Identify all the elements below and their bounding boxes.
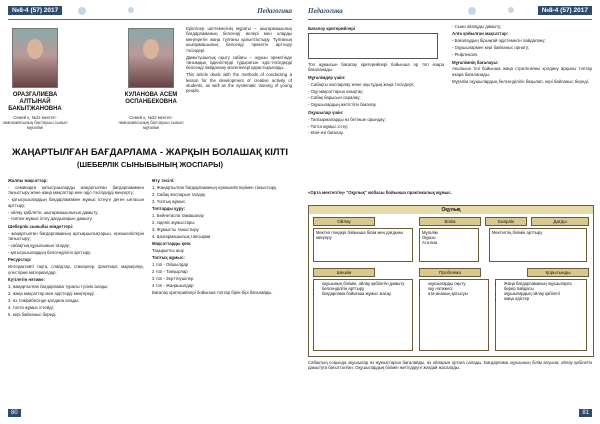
paragraph: 3. Топтық жұмыс. xyxy=(152,198,187,204)
diagram-header: Қорытынды xyxy=(527,268,589,277)
subheading: Мұғалімнің бағалауы: xyxy=(452,59,499,65)
right-page-header xyxy=(308,5,592,20)
closing-paragraph: Сабақтың соңында оқушылар өз жұмыстарын бағалайды, өз ойларын ортаға салады. Бағдарлама оқушының білім алуына, ойлау қабілетін дамытуға бағытталған. Оқушылардың білімін жетілдіруге жағдай жасалады. xyxy=(308,360,592,371)
criteria-box xyxy=(308,33,438,59)
paragraph: Интерактивті тақта, слайдтар, стикерлер, флипчарт, маркерлер, үлестірме материалдар. xyxy=(8,264,144,275)
paragraph: - Сыни ойлауды дамыту; xyxy=(452,24,502,29)
diagram-header: Дағды xyxy=(531,217,589,226)
diagram-list-item: • оқушының білімін, ойлау қабілетін дамыту xyxy=(322,281,410,286)
section-name: Педагогика xyxy=(308,7,343,15)
diagram-header: Шешім xyxy=(313,268,375,277)
paragraph: Ағылшын тілі бойынша жаңа стратегияны қолдану арқылы топтар өзара бағаланады. xyxy=(452,66,592,77)
paragraph: 2. жаңа мақсаттар мен әдістерді меңгереді; xyxy=(8,290,95,296)
author-name: ОРАЗГАЛИЕВА АЛТЫНАЙ БАКЫТЖАНОВНА xyxy=(8,92,62,112)
paragraph: 4. Шығармашылық тапсырма xyxy=(152,233,211,239)
diagram-header: Білім xyxy=(419,217,481,226)
paragraph: - Бағалаудың бірыңғай әдістемесін пайдалану; xyxy=(452,38,546,44)
diagram-list-box xyxy=(419,279,489,351)
paragraph: Бағалау критерийлері бойынша топтар бірін-бірі бағалайды. xyxy=(152,290,273,295)
paragraph: 1. Бейнетаспа тамашалау xyxy=(152,213,204,219)
paragraph: - семинарға қатысушыларды жаңартылған бағдарламамен таныстыру және жаңа мақсаттар мен әдіс-тәсілдерді меңгерту; xyxy=(8,184,144,196)
author-photo xyxy=(128,28,174,88)
diagram-list-item: • оқушыларды оқыту xyxy=(428,281,486,286)
diagram-header: Іскерлік xyxy=(485,217,527,226)
diagram-list-box xyxy=(313,279,413,351)
left-column-2 xyxy=(152,176,292,406)
page-number: 80 xyxy=(8,409,21,417)
subheading: Мақсаттарды қою: xyxy=(152,241,192,247)
diagram-list-item: • белсенділігін арттыру xyxy=(322,286,410,291)
paragraph: - ойлау қабілетін, шығармашылығын дамыту; xyxy=(8,209,99,215)
right-column-2 xyxy=(452,24,592,144)
paragraph: - Оқушылармен кері байланыс орнату; xyxy=(452,45,530,51)
diagram xyxy=(308,205,594,357)
left-column-1 xyxy=(8,176,144,406)
subheading: Алға қойылған мақсаттар: xyxy=(452,31,509,37)
right-column-1 xyxy=(308,24,444,144)
subheading: Топтық жұмыс: xyxy=(152,255,185,261)
issue-badge: №8-4 (57) 2017 xyxy=(538,6,592,15)
paragraph: 4 топ - Жаңашылдар xyxy=(152,283,194,289)
paragraph: - Сабақ барысын саралау; xyxy=(308,95,361,101)
diagram-header: Проблема xyxy=(419,268,481,277)
bubble-icon xyxy=(78,7,86,15)
paragraph: - қатысушылардың белсенділігін арттыру. xyxy=(8,249,92,255)
paragraph: - Оқушылардың жетістігін бағалау. xyxy=(308,102,377,108)
diagram-list-item: • жаңа әдістер xyxy=(504,296,584,301)
right-page xyxy=(300,0,600,424)
subheading: Шеберлік сыныбы міндеттері: xyxy=(8,223,74,229)
paragraph: - сабақтың құрылымын талдау; xyxy=(8,243,71,249)
author-role: Семей қ. №22 мектеп-гимназиясының бастауыш сынып мұғалімі xyxy=(118,115,184,130)
paragraph: - Өзін-өзі бағалау. xyxy=(308,130,344,136)
paragraph: - Оқу мақсаттарын анықтау; xyxy=(308,88,364,94)
abstract-paragraph: Дамытушылық оқыту сабағы – оқушы әрекетінде танымдық ізденістерді тудыратын әдіс-тәсілдерді белсенді пайдалану мәселелері қарастырылады. xyxy=(186,54,292,71)
bubble-icon xyxy=(468,7,476,15)
diagram-header: Ойлау xyxy=(313,217,375,226)
diagram-box: Мұғалім Оқушы Ата-ана xyxy=(419,228,479,262)
box-title: Бағалау критерийлері xyxy=(308,26,356,31)
section-name: Педагогика xyxy=(257,7,292,15)
paragraph: 1. Жаңартылған бағдарламаның ерекшеліктерімен таныстыру. xyxy=(152,184,277,190)
paragraph: - қатысушылардың бағдарламамен жұмыс істеуге деген ынтасын арттыру; xyxy=(8,197,144,208)
page-number: 81 xyxy=(579,409,592,417)
paragraph: - Сабақты жоспарлау және оқытудың жаңа тәсілдері; xyxy=(308,81,414,87)
paragraph: 1 топ - Ойшылдар xyxy=(152,262,189,268)
author-photo xyxy=(12,28,58,88)
paragraph: 2. Сабақ жоспарын талдау. xyxy=(152,191,206,197)
diagram-list-item: • бағдарлама бойынша жұмыс жасау xyxy=(322,291,410,296)
bubble-icon xyxy=(128,7,134,13)
left-page-header xyxy=(8,5,292,20)
subheading: Мұғалімдер үшін: xyxy=(308,74,346,80)
paragraph: Тақырыпты ашу. xyxy=(152,248,185,254)
subheading: Күтілетін нәтиже: xyxy=(8,277,45,283)
paragraph: - Топта жұмыс істеу; xyxy=(308,123,349,129)
diagram-list-item: • ата-ананың қатысуы xyxy=(428,291,486,296)
paragraph: 3. Жұмысты таныстыру xyxy=(152,226,199,232)
article-subtitle: (ШЕБЕРЛІК СЫНЫБЫНЫҢ ЖОСПАРЫ) xyxy=(76,160,224,169)
subheading: Топтарды құру: xyxy=(152,206,186,212)
paragraph: 3 топ - Зерттеушілер xyxy=(152,276,194,282)
paragraph: 3. өз тәжірибесінде қолдана алады; xyxy=(8,297,80,303)
author-name: КУЛАНОВА АСЕМ ОСПАНБЕКОВНА xyxy=(124,92,178,105)
subheading: Оқушылар үшін: xyxy=(308,109,344,115)
subheading: Жалпы мақсаттар: xyxy=(8,178,48,183)
bubble-icon xyxy=(508,7,514,13)
paragraph: Топ жұмысын бағалау критерийлері бойынша әр топ өзара бағаланады. xyxy=(308,61,444,73)
paragraph: Мұғалім оқушылардың белсенділігін бақылап, кері байланыс береді. xyxy=(452,78,589,84)
paragraph: - Рефлексия. xyxy=(452,52,479,58)
paragraph: 2. Ізденіс жұмыстары xyxy=(152,219,195,225)
diagram-title: Оқулық xyxy=(309,206,593,214)
diagram-box: Мектеп пәндері бойынша білім мен дағдыны меңгеру xyxy=(313,228,413,262)
paragraph: 5. кері байланыс береді. xyxy=(8,311,57,317)
subheading: Ресурстар: xyxy=(8,257,32,263)
paragraph: 2 топ - Тапқырлар xyxy=(152,269,188,275)
paragraph: - Тапсырмаларды өз бетінше орындау; xyxy=(308,116,386,122)
article-title: ЖАҢАРТЫЛҒАН БАҒДАРЛАМА - ЖАРҚЫН БОЛАШАҚ КІЛТІ xyxy=(12,147,288,158)
author-role: Семей қ. №22 мектеп-гимназиясының бастауыш сынып мұғалімі xyxy=(2,115,68,130)
subheading: Өту тәсілі: xyxy=(152,178,175,183)
abstract xyxy=(186,26,292,95)
abstract-paragraph: Еріктілер шілтемесінің мұраты – шығармашылық бағдарламаның белсенді иелері мен оларды меңгеретін жаңа тұлғаны қалыптастыру. Тұлғаның шығармашылық белсенді әрекетін арттыру тәсілдері. xyxy=(186,26,292,53)
diagram-list-item: • оқу нәтижесі xyxy=(428,286,486,291)
paragraph: 4. топта жұмыс істейді; xyxy=(8,304,54,310)
diagram-list-item: • Жаңа бағдарламаның оқушыларға берер пайдасы xyxy=(504,281,584,291)
diagram-box: Мектептің білімін арттыру xyxy=(489,228,587,262)
issue-badge: №8-4 (57) 2017 xyxy=(8,6,62,15)
diagram-list-item: • оқушылардың ойлау қабілеті xyxy=(504,291,584,296)
diagram-list-box xyxy=(495,279,587,351)
paragraph: 1. жаңартылған бағдарлама туралы түсінік алады; xyxy=(8,284,109,289)
abstract-paragraph: This article deals with the methods of conducting a lesson for the development of creative activity of students, as well as the systematic training of young people. xyxy=(186,72,292,94)
paragraph: - топпен жұмыс істеу дағдыларын дамыту. xyxy=(8,216,93,222)
paragraph: - жаңартылған бағдарламаның артықшылықтарын, ерекшеліктерін таныстыру; xyxy=(8,230,144,242)
diagram-intro: «Орта мектептің» "Оқулық" жобасы бойынша практикалық жұмыс. xyxy=(308,190,452,195)
